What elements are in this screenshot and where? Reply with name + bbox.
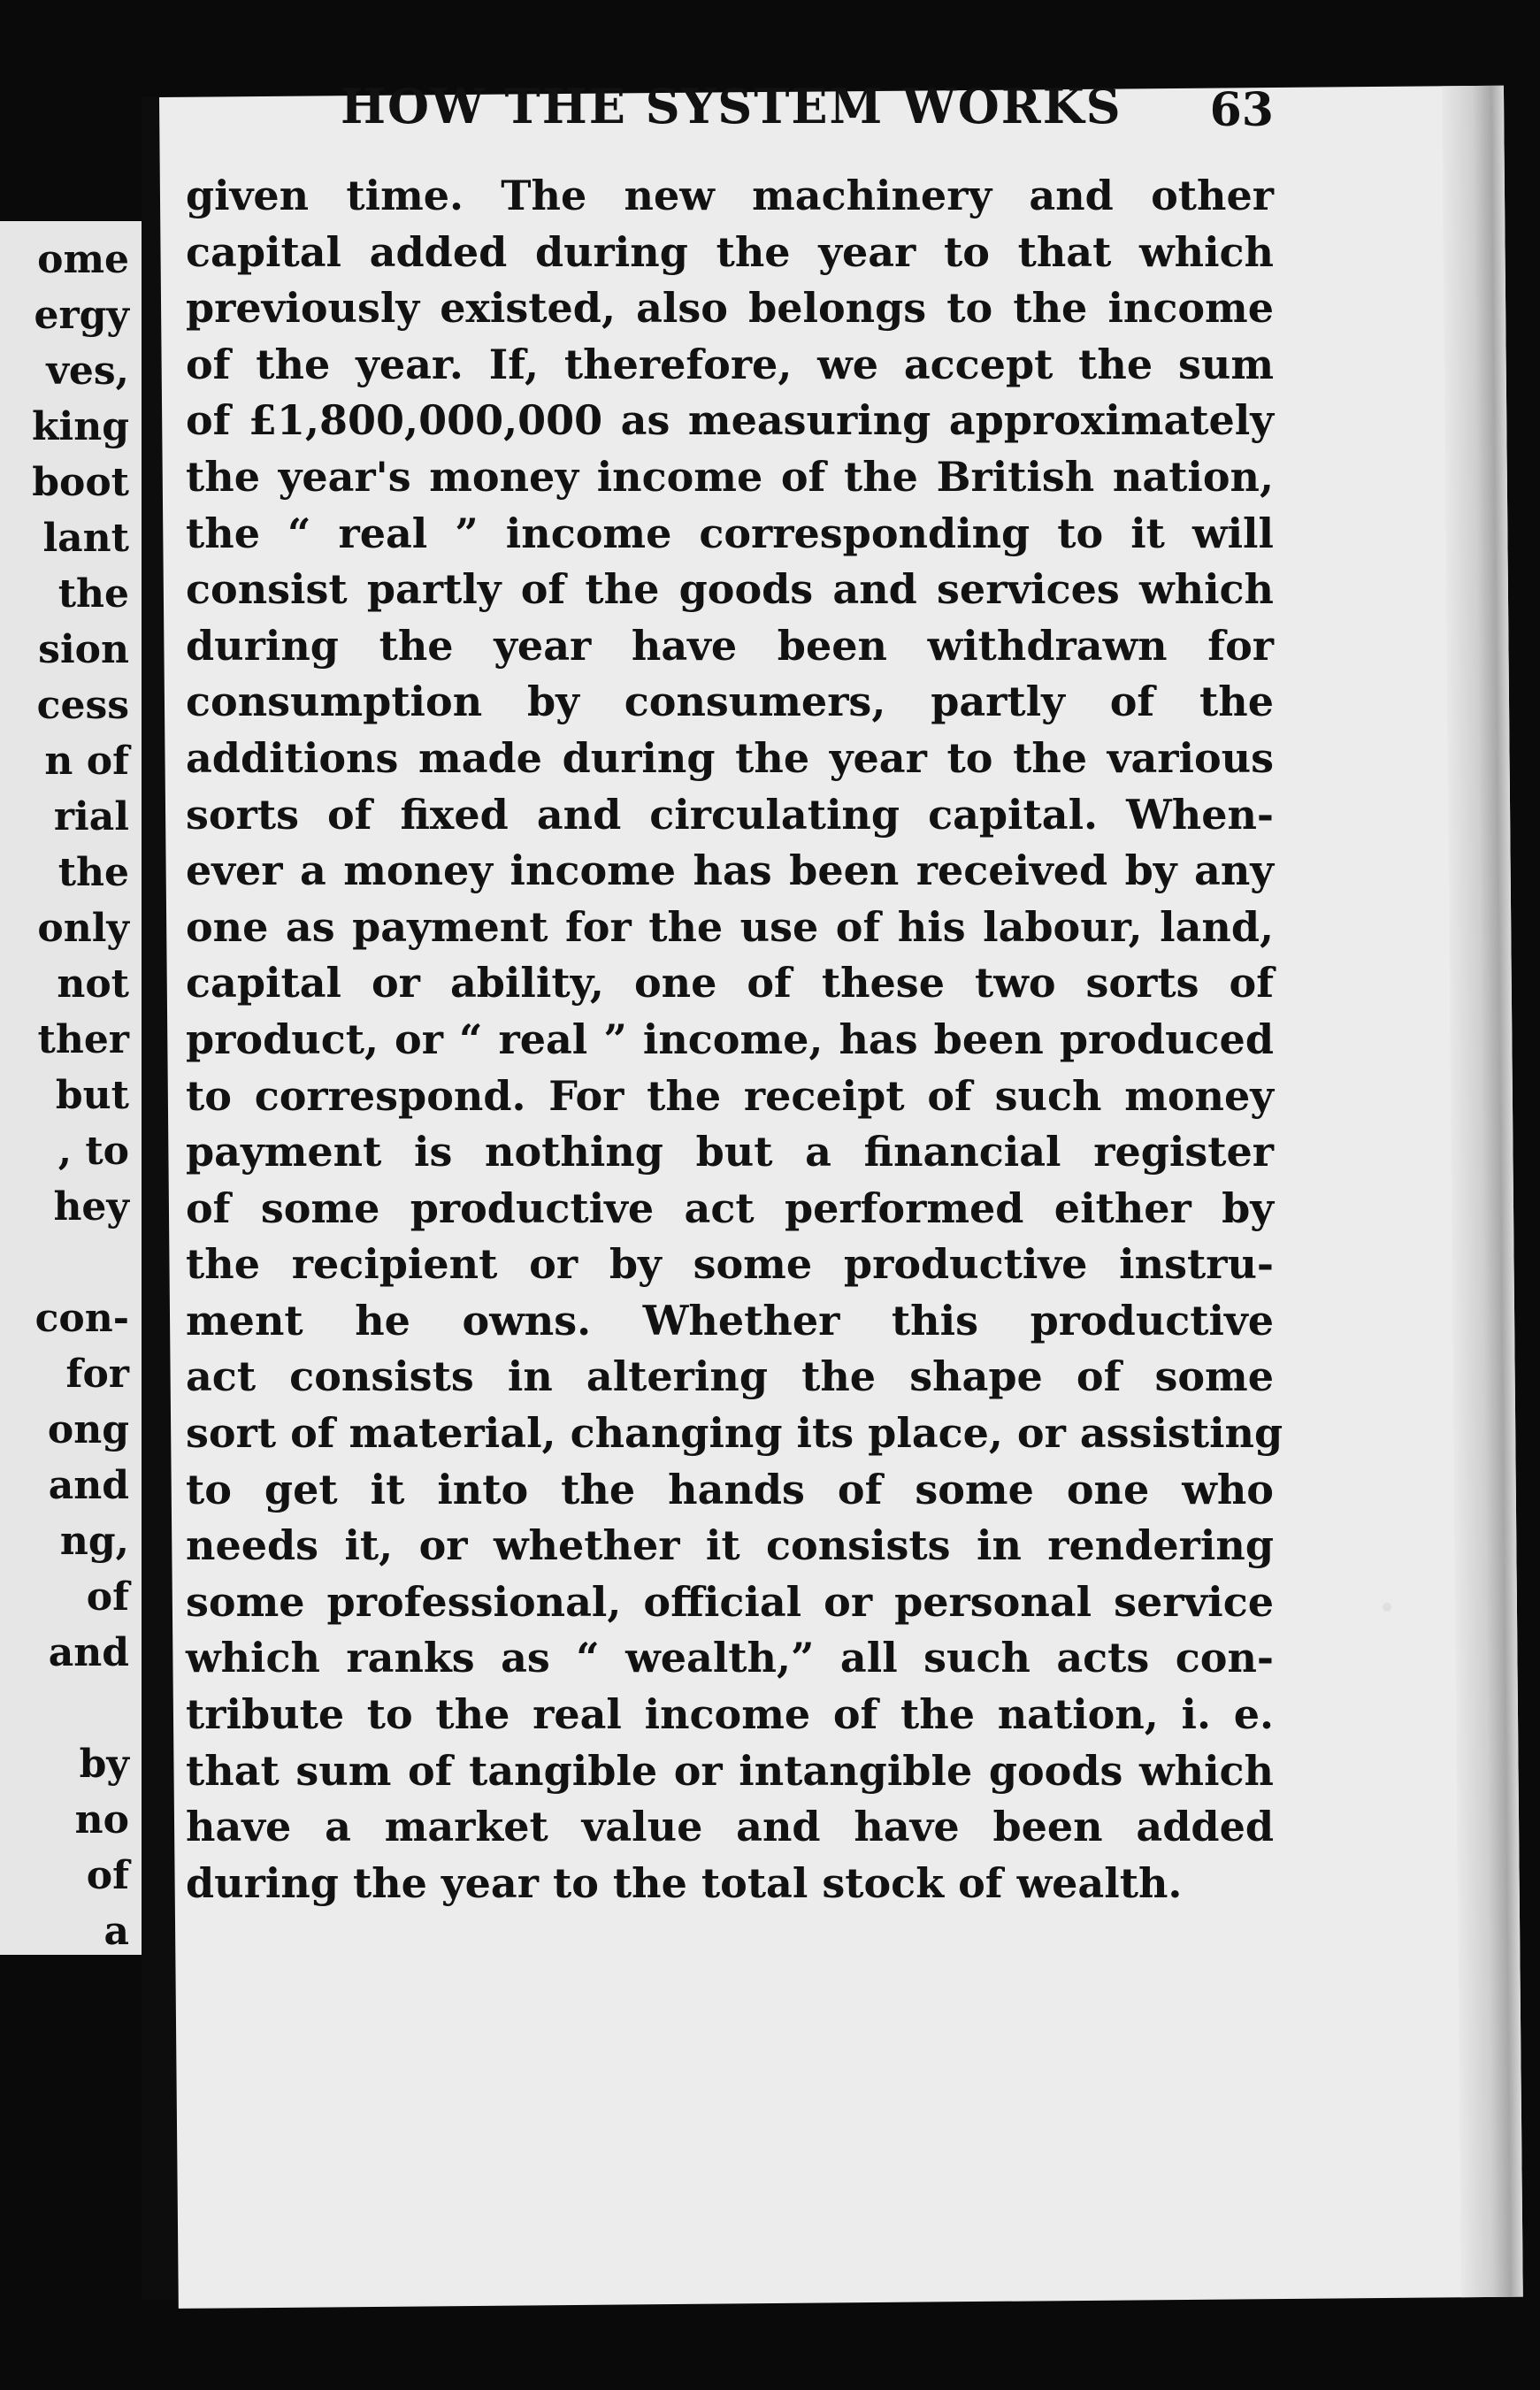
text-line: act consists in altering the shape of some: [186, 1352, 1274, 1401]
facing-page-fragment: [0, 221, 142, 1955]
text-line: sort of material, changing its place, or assisting: [186, 1409, 1283, 1458]
facing-page-line: of: [86, 1853, 129, 1898]
text-line: consist partly of the goods and services which: [186, 565, 1274, 614]
text-line: of some productive act performed either by: [186, 1184, 1274, 1232]
facing-page-line: of: [86, 1574, 129, 1620]
facing-page-line: cess: [36, 683, 129, 728]
text-line: payment is nothing but a financial register: [186, 1128, 1274, 1176]
facing-page-line: boot: [32, 460, 129, 505]
text-line: of the year. If, therefore, we accept the sum: [186, 340, 1274, 388]
facing-page-line: not: [57, 961, 129, 1007]
facing-page-line: king: [32, 404, 129, 449]
facing-page-line: and: [48, 1463, 129, 1508]
text-line: consumption by consumers, partly of the: [186, 678, 1274, 726]
running-head: HOW THE SYSTEM WORKS: [341, 78, 1122, 134]
facing-page-line: ves,: [46, 349, 129, 394]
facing-page-line: ther: [37, 1017, 129, 1062]
text-line: which ranks as “ wealth,” all such acts con-: [186, 1634, 1274, 1682]
facing-page-line: the: [57, 571, 129, 617]
text-line: have a market value and have been added: [186, 1803, 1274, 1851]
facing-page-line: no: [74, 1797, 129, 1842]
facing-page-line: the: [57, 850, 129, 895]
page-header: [186, 78, 1274, 149]
text-line: one as payment for the use of his labour, land,: [186, 902, 1274, 951]
text-line: sorts of fixed and circulating capital. When-: [186, 790, 1274, 839]
text-line: previously existed, also belongs to the income: [186, 284, 1274, 333]
facing-page-line: , to: [57, 1129, 129, 1174]
facing-page-line: only: [37, 906, 129, 951]
facing-page-line: by: [79, 1742, 129, 1787]
text-line: ever a money income has been received by any: [186, 846, 1274, 895]
speck: [1383, 1603, 1391, 1612]
text-line: some professional, official or personal service: [186, 1577, 1274, 1626]
text-line: to correspond. For the receipt of such money: [186, 1071, 1274, 1120]
body-text: [186, 168, 1283, 1911]
facing-page-line: lant: [42, 516, 129, 561]
text-line: to get it into the hands of some one who: [186, 1465, 1274, 1513]
page-number: 63: [1209, 83, 1274, 137]
facing-page-line: sion: [38, 627, 129, 672]
text-line: capital added during the year to that which: [186, 227, 1274, 276]
text-line: that sum of tangible or intangible goods which: [186, 1746, 1274, 1795]
text-line: product, or “ real ” income, has been produced: [186, 1015, 1274, 1063]
text-line: during the year to the total stock of wealth.: [186, 1858, 1183, 1907]
facing-page-line: ome: [37, 237, 129, 282]
text-line: ment he owns. Whether this productive: [186, 1296, 1274, 1344]
facing-page-line: rial: [53, 794, 129, 839]
facing-page-line: for: [65, 1352, 129, 1397]
text-line: needs it, or whether it consists in rendering: [186, 1521, 1274, 1570]
text-line: given time. The new machinery and other: [186, 172, 1274, 219]
page-edge-shadow: [1442, 86, 1523, 2298]
facing-page-line: [32, 1681, 129, 1736]
facing-page-line: ong: [47, 1407, 129, 1452]
text-line: during the year have been withdrawn for: [186, 621, 1274, 670]
text-line: of £1,800,000,000 as measuring approximately: [186, 396, 1274, 445]
text-line: capital or ability, one of these two sorts of: [186, 959, 1274, 1007]
facing-page-line: con-: [34, 1296, 129, 1341]
facing-page-text: [32, 232, 129, 1955]
text-line: the year's money income of the British nation,: [186, 452, 1274, 501]
facing-page-line: hey: [53, 1184, 129, 1229]
facing-page-line: and: [48, 1630, 129, 1675]
facing-page-line: n of: [44, 739, 129, 784]
text-line: the “ real ” income corresponding to it will: [186, 509, 1274, 557]
text-line: additions made during the year to the various: [186, 733, 1274, 782]
facing-page-line: a: [103, 1909, 129, 1954]
text-line: tribute to the real income of the nation, i. e.: [186, 1690, 1274, 1739]
facing-page-line: [32, 1235, 129, 1291]
facing-page-line: ergy: [34, 293, 129, 338]
text-line: the recipient or by some productive instru-: [186, 1240, 1274, 1289]
facing-page-line: ng,: [59, 1519, 129, 1564]
facing-page-line: but: [55, 1073, 129, 1118]
